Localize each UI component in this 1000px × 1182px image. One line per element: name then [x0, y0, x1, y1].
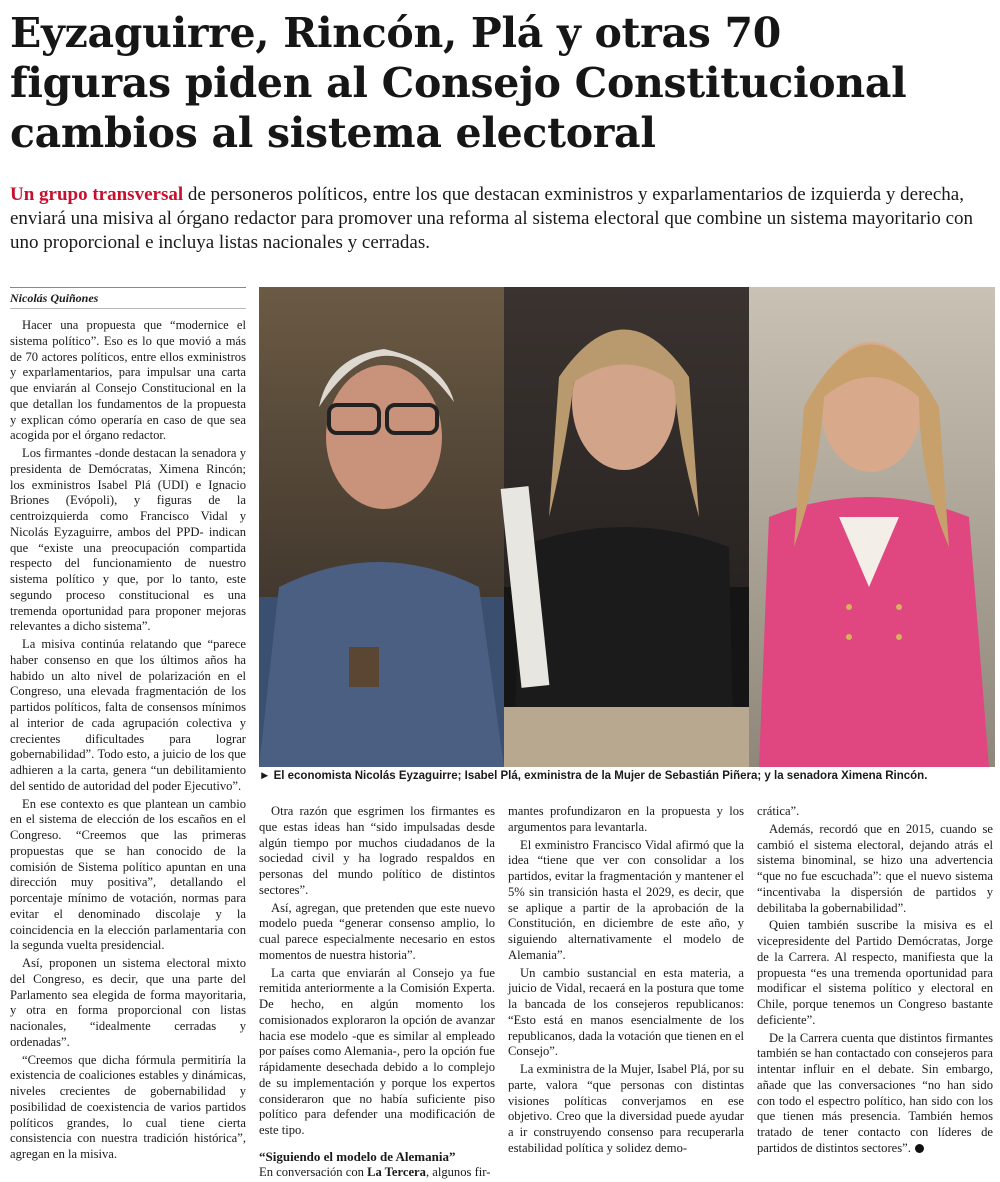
headline	[10, 8, 990, 158]
photo-caption: ► El economista Nicolás Eyzaguirre; Isabel Plá, exministra de la Mujer de Sebastián Piñera; y la senadora Ximena Rincón.	[259, 770, 928, 782]
paragraph: Hacer una propuesta que “modernice el sistema político”. Eso es lo que movió a más de 70 actores políticos, entre ellos exministros y exparlamentarios, para impulsar una carta que enviarán al Consejo Constitucional en la que detallan los fundamentos de la propuesta y explican cómo operaría en caso de que sea acogida por el órgano redactor.	[10, 318, 246, 443]
column-4	[757, 804, 993, 1159]
subheading: “Siguiendo el modelo de Alemania”	[259, 1148, 456, 1164]
paragraph: La carta que enviarán al Consejo ya fue remitida anteriormente a la Comisión Experta. De hecho, en algún momento los comisionados exploraron la opción de avanzar hacia ese modelo -que es similar al empleado por países como Alemania-, pero la opción fue rápidamente desechada debido a lo complejo de su implementación y porque los expertos consideraron que no había suficiente piso político para defender una modificación de este tipo.	[259, 965, 495, 1137]
author-rule-bottom	[10, 308, 246, 309]
paragraph: crática”.	[757, 804, 800, 818]
column-1	[10, 318, 246, 1165]
lede	[10, 183, 990, 255]
lede-lead: Un grupo transversal	[10, 184, 184, 205]
column-3	[508, 804, 744, 1159]
paragraph	[259, 1165, 495, 1181]
paragraph-text: , algunos fir-	[425, 1164, 491, 1179]
newspaper-name: La Tercera	[367, 1164, 426, 1179]
paragraph	[757, 1031, 993, 1157]
column-2	[259, 804, 495, 1182]
paragraph: Así, proponen un sistema electoral mixto del Congreso, es decir, que una parte del Parlamento sea elegida de forma mayoritaria, y otra en forma proporcional con listas nacionales, “idealmente cerradas y ordenadas”.	[10, 956, 246, 1049]
end-of-article-icon	[915, 1144, 924, 1153]
paragraph: Los firmantes -donde destacan la senadora y presidenta de Demócratas, Ximena Rincón; los exministros Isabel Plá (UDI) e Ignacio Briones (Evópoli), y figuras de la centroizquierda como Francisco Vidal y Nicolás Eyzaguirre, ambos del PPD- indican que “existe una preocupación compartida respecto del funcionamiento de nuestro sistema político y que, por lo tanto, este segundo proceso constitucional es una tremenda oportunidad para proponer mejoras relevantes a dicho sistema”.	[10, 446, 246, 634]
photo-illustration	[259, 287, 995, 767]
headline-line-2: figuras piden al Consejo Constitucional	[10, 59, 907, 107]
paragraph-text: De la Carrera cuenta que distintos firmantes también se han contactado con consejeros para intentar influir en el debate. Sin embargo, añade que las conversaciones “no han sido con todo el espectro político, han sido con los que tienen más presencia. También hemos tratado de tener contacto con líderes de partidos de distintos sectores”.	[757, 1030, 993, 1155]
photo-three-politicians	[259, 287, 995, 767]
paragraph: Otra razón que esgrimen los firmantes es que estas ideas han “sido impulsadas desde algún tiempo por muchos ciudadanos de la sociedad civil y ha logrado respaldos en personas del mundo político de distintos sectores”.	[259, 804, 495, 897]
paragraph: “Creemos que dicha fórmula permitiría la existencia de coaliciones estables y dinámicas, niveles crecientes de gobernabilidad y posibilidad de coexistencia de varios partidos políticos grandes, lo cual tiene cierta consistencia con nuestra tradición histórica”, agregan en la misiva.	[10, 1052, 246, 1161]
lede-text: de personeros políticos, entre los que destacan exministros y exparlamentarios de izquierda y derecha, enviará una misiva al órgano redactor para promover una reforma al sistema electoral que combine un sistema mayoritario con uno proporcional e incluya listas nacionales y cerradas.	[10, 184, 973, 253]
paragraph: En ese contexto es que plantean un cambio en el sistema de elección de los escaños en el Congreso. “Creemos que las primeras propuestas que se han conocido de la comisión de Sistema político apuntan en una dirección muy positiva”, detallando el porcentaje mínimo de votación, normas para evitar el denominado discolaje y la coincidencia en la elección parlamentaria con la segunda vuelta presidencial.	[10, 796, 246, 953]
paragraph: Un cambio sustancial en esta materia, a juicio de Vidal, recaerá en la postura que tome la bancada de los consejeros republicanos: “Esto está en manos esencialmente de los republicanos, dada la votación que tienen en el Consejo”.	[508, 965, 744, 1059]
paragraph: Así, agregan, que pretenden que este nuevo modelo pueda “generar consenso amplio, lo cual parece especialmente necesario en estos momentos de nuestra historia”.	[259, 900, 495, 962]
headline-line-3: cambios al sistema electoral	[10, 109, 656, 157]
paragraph: La misiva continúa relatando que “parece haber consenso en que los últimos años ha habido un alto nivel de polarización en el Congreso, una elevada fragmentación de los partidos políticos, falta de consensos mínimos al interior de cada agrupación colectiva y crecientes dificultades para lograr gobernabilidad”. Todo esto, a juicio de los que adhieren a la carta, genera “un debilitamiento del sentido de autoridad del poder Ejecutivo”.	[10, 637, 246, 793]
paragraph-text: En conversación con	[259, 1164, 368, 1179]
headline-line-1: Eyzaguirre, Rincón, Plá y otras 70	[10, 9, 781, 57]
author-byline: Nicolás Quiñones	[10, 291, 99, 305]
paragraph: Quien también suscribe la misiva es el vicepresidente del Partido Demócratas, Jorge de la Carrera. Al respecto, manifiesta que la propuesta “es una tremenda oportunidad para modificar el sistema político y electoral en Chile, porque tenemos un Congreso bastante deficiente”.	[757, 918, 993, 1027]
paragraph: La exministra de la Mujer, Isabel Plá, por su parte, valora “que personas con distintas visiones políticas converjamos en ese objetivo. Creo que la diversidad puede ayudar a ir construyendo consenso para recuperarla estabilidad política y solidez demo-	[508, 1062, 744, 1155]
author-rule-top	[10, 287, 246, 288]
paragraph: Además, recordó que en 2015, cuando se cambió el sistema electoral, dejando atrás el sistema binominal, se hizo una advertencia “que no fue escuchada”: que el nuevo sistema “incentivaba la dispersión de partidos y debilitaba la gobernabilidad”.	[757, 821, 993, 915]
paragraph: mantes profundizaron en la propuesta y los argumentos para levantarla.	[508, 804, 744, 834]
paragraph: El exministro Francisco Vidal afirmó que la idea “tiene que ver con consolidar a los partidos, evitar la fragmentación y mantener el 5% sin transición hasta el 2029, es decir, que se aplique a partir de la aprobación de la Constitución, en diciembre de este año, y siguiendo alternativamente el modelo de Alemania”.	[508, 837, 744, 962]
